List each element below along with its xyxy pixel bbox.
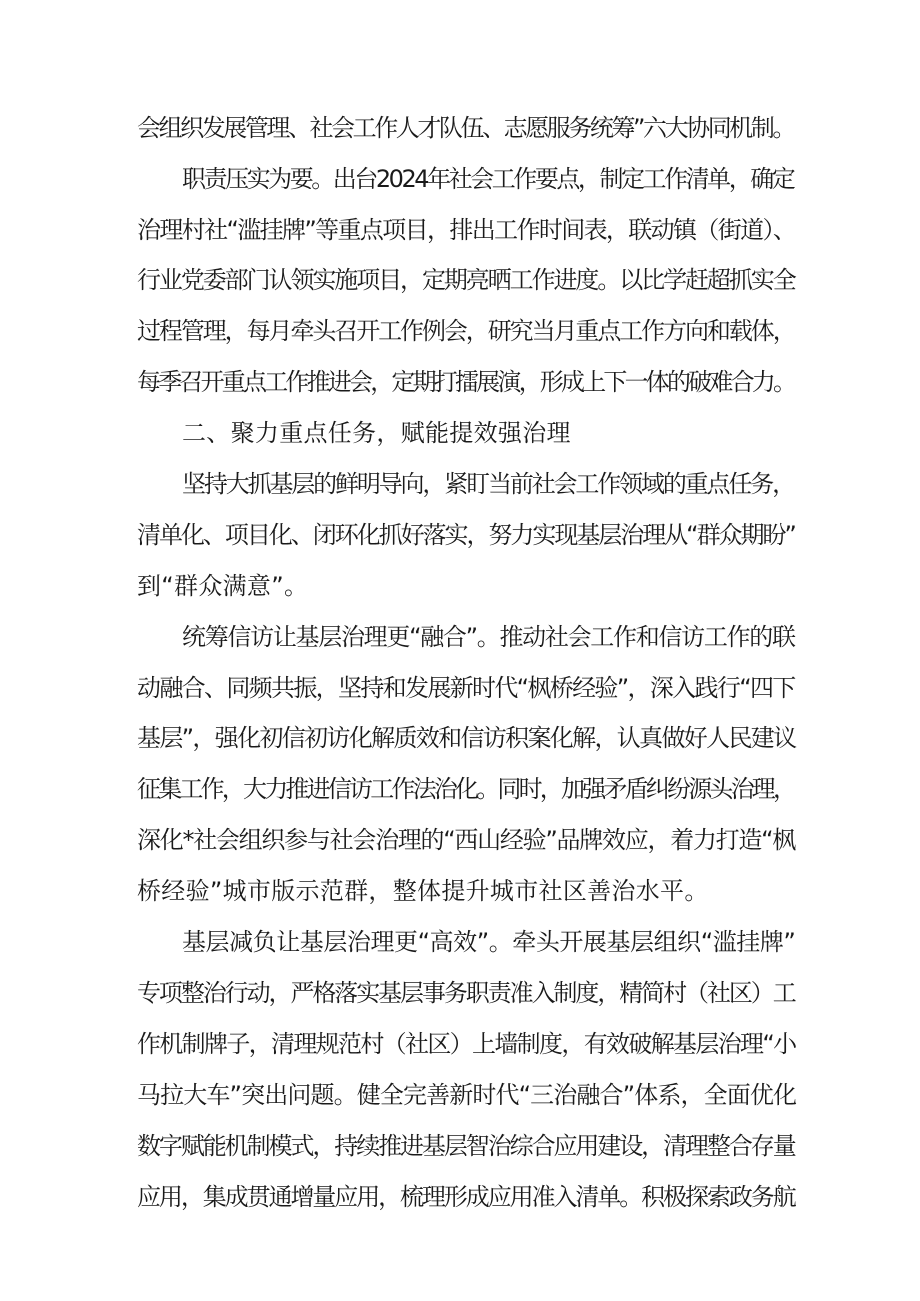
text-line: 深化*社会组织参与社会治理的“西山经验”品牌效应，着力打造“枫	[137, 826, 796, 854]
text-line: 征集工作，大力推进信访工作法治化。同时，加强矛盾纠纷源头治理，	[137, 775, 795, 803]
text-line: 坚持大抓基层的鲜明导向，紧盯当前社会工作领域的重点任务，	[182, 470, 794, 498]
text-line: 统筹信访让基层治理更“融合”。推动社会工作和信访工作的联	[182, 623, 795, 651]
text-line: 作机制牌子，清理规范村（社区）上墙制度，有效破解基层治理“小	[137, 1030, 796, 1058]
text-line: 职责压实为要。出台2024年社会工作要点，制定工作清单，确定	[182, 165, 794, 193]
text-line: 专项整治行动，严格落实基层事务职责准入制度，精简村（社区）工	[137, 979, 795, 1007]
text-line: 到“群众满意”。	[137, 572, 309, 600]
text-line: 数字赋能机制模式，持续推进基层智治综合应用建设，清理整合存量	[137, 1132, 795, 1160]
text-line: 每季召开重点工作推进会，定期打擂展演，形成上下一体的破难合力。	[137, 368, 795, 396]
text-line: 过程管理，每月牵头召开工作例会，研究当月重点工作方向和载体，	[137, 317, 795, 345]
text-line: 会组织发展管理、社会工作人才队伍、志愿服务统筹”六大协同机制。	[137, 114, 794, 142]
section-heading: 二、聚力重点任务，赋能提效强治理	[182, 419, 571, 447]
text-line: 行业党委部门认领实施项目，定期亮晒工作进度。以比学赶超抓实全	[137, 266, 795, 294]
text-line: 桥经验”城市版示范群，整体提升城市社区善治水平。	[137, 877, 709, 905]
text-line: 清单化、项目化、闭环化抓好落实，努力实现基层治理从“群众期盼”	[137, 521, 795, 549]
text-line: 治理村社“滥挂牌”等重点项目，排出工作时间表，联动镇（街道）、	[137, 216, 796, 244]
text-line: 动融合、同频共振，坚持和发展新时代“枫桥经验”，深入践行“四下	[137, 674, 795, 702]
text-line: 应用，集成贯通增量应用，梳理形成应用准入清单。积极探索政务航	[137, 1183, 795, 1211]
text-line: 基层减负让基层治理更“高效”。牵头开展基层组织“滥挂牌”	[182, 928, 796, 956]
text-line: 马拉大车”突出问题。健全完善新时代“三治融合”体系，全面优化	[137, 1081, 797, 1109]
text-line: 基层”，强化初信初访化解质效和信访积案化解，认真做好人民建议	[137, 724, 796, 752]
